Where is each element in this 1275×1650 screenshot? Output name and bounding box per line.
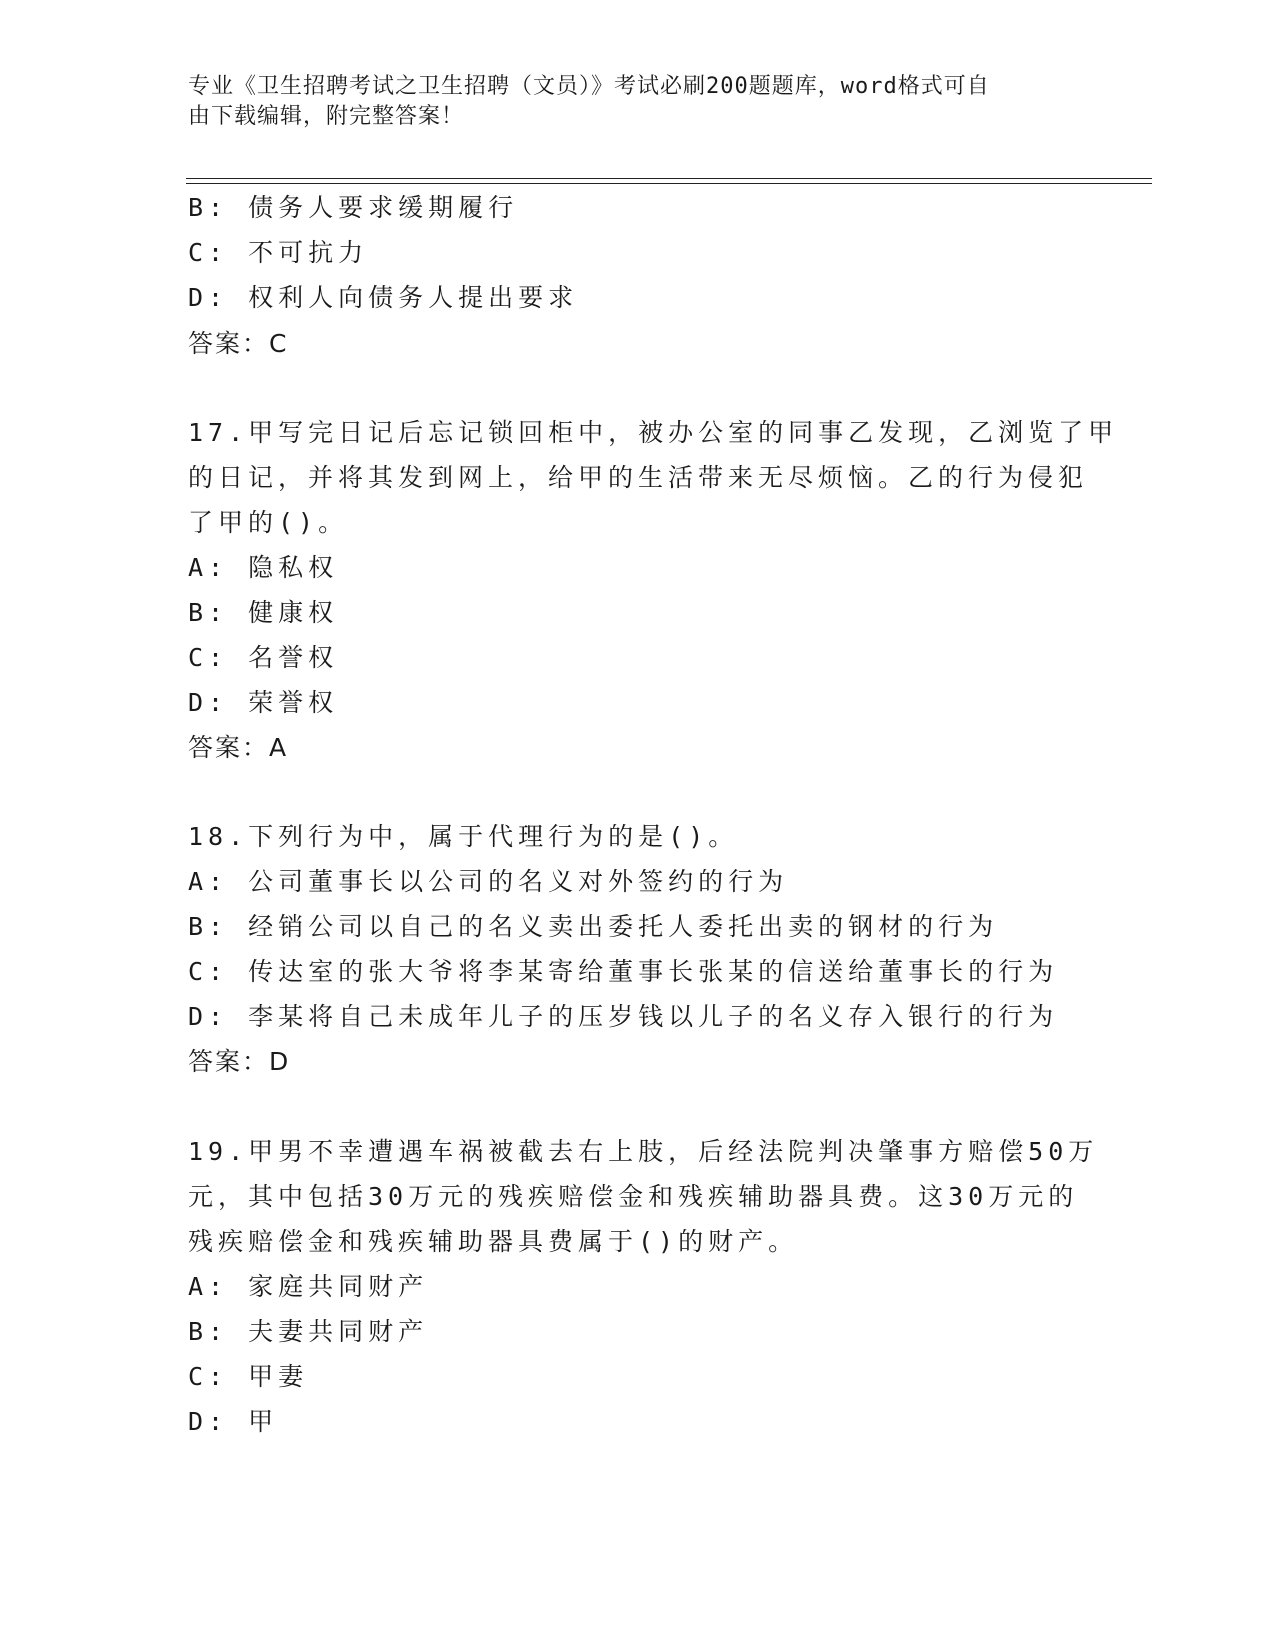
document-header	[188, 72, 1068, 132]
q17-stem-line-3: 了甲的()。	[188, 508, 349, 537]
q19-stem-line-1: 19.甲男不幸遭遇车祸被截去右上肢，后经法院判决肇事方赔偿50万	[188, 1137, 1099, 1166]
q19-option-d: D: 甲	[188, 1407, 279, 1436]
q17-option-a: A: 隐私权	[188, 553, 339, 582]
q17-option-d: D: 荣誉权	[188, 688, 339, 717]
q18-option-a: A: 公司董事长以公司的名义对外签约的行为	[188, 867, 789, 896]
q18-stem-line-1: 18.下列行为中，属于代理行为的是()。	[188, 822, 739, 851]
q19-option-a: A: 家庭共同财产	[188, 1272, 429, 1301]
q19-stem-line-3: 残疾赔偿金和残疾辅助器具费属于()的财产。	[188, 1227, 799, 1256]
prev-option-d: D: 权利人向债务人提出要求	[188, 283, 579, 312]
q17-stem-line-1: 17.甲写完日记后忘记锁回柜中，被办公室的同事乙发现，乙浏览了甲	[188, 418, 1119, 447]
q17-stem-line-2: 的日记，并将其发到网上，给甲的生活带来无尽烦恼。乙的行为侵犯	[188, 463, 1089, 492]
q17-option-b: B: 健康权	[188, 598, 339, 627]
prev-answer: 答案：C	[188, 329, 289, 358]
header-divider-bottom	[186, 183, 1152, 184]
q18-option-c: C: 传达室的张大爷将李某寄给董事长张某的信送给董事长的行为	[188, 957, 1059, 986]
q17-option-c: C: 名誉权	[188, 643, 339, 672]
q19-stem-line-2: 元，其中包括30万元的残疾赔偿金和残疾辅助器具费。这30万元的	[188, 1182, 1079, 1211]
header-line-2: 由下载编辑，附完整答案！	[188, 104, 465, 129]
q19-option-b: B: 夫妻共同财产	[188, 1317, 429, 1346]
q17-answer: 答案：A	[188, 733, 289, 762]
prev-option-b: B: 债务人要求缓期履行	[188, 193, 519, 222]
q18-option-d: D: 李某将自己未成年儿子的压岁钱以儿子的名义存入银行的行为	[188, 1002, 1059, 1031]
header-divider-top	[186, 178, 1152, 179]
q19-option-c: C: 甲妻	[188, 1362, 309, 1391]
prev-option-c: C: 不可抗力	[188, 238, 369, 267]
q18-option-b: B: 经销公司以自己的名义卖出委托人委托出卖的钢材的行为	[188, 912, 999, 941]
q18-answer: 答案：D	[188, 1047, 291, 1076]
header-line-1: 专业《卫生招聘考试之卫生招聘（文员）》考试必刷200题题库，word格式可自	[188, 74, 990, 99]
